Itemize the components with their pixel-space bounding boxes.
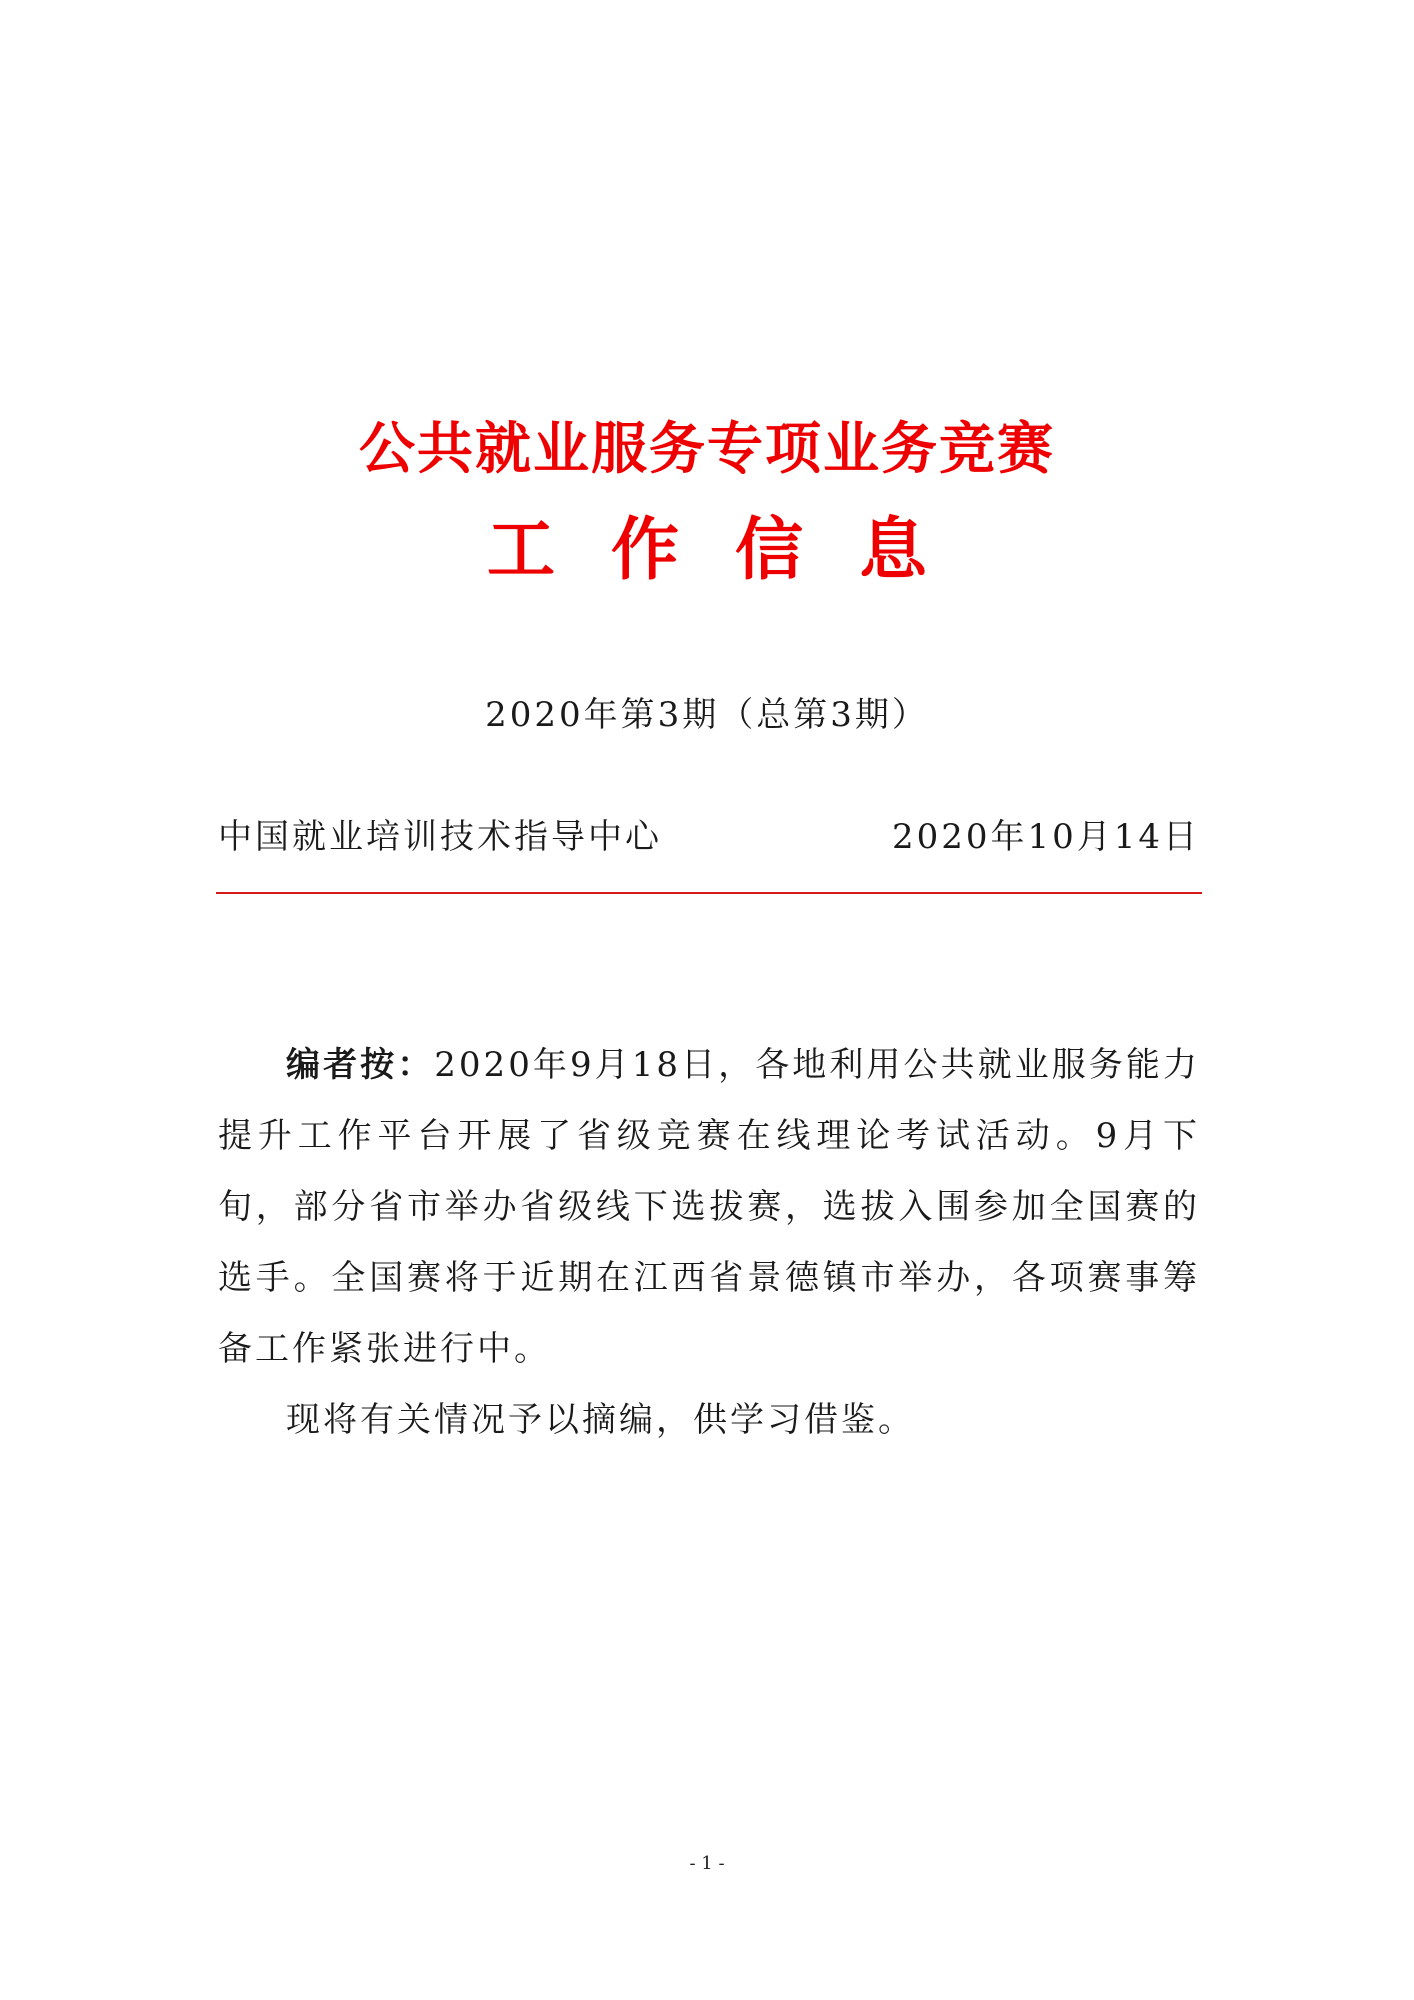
editor-note <box>218 1030 1200 1456</box>
bulletin-subtitle: 工作信息 <box>486 511 983 590</box>
publisher-row <box>218 812 1200 862</box>
page-number: - 1 - <box>689 1853 725 1874</box>
editor-note-text: 2020年9月18日，各地利用公共就业服务能力提升工作平台开展了省级竞赛在线理论考试活动。9月下旬，部分省市举办省级线下选拔赛，选拔入围参加全国赛的选手。全国赛将于近期在江西省景德镇市举办，各项赛事筹备工作紧张进行中。 <box>218 1045 1201 1369</box>
publish-date: 2020年10月14日 <box>891 817 1200 857</box>
publisher-name: 中国就业培训技术指导中心 <box>218 817 662 857</box>
issue-number: 2020年第3期（总第3期） <box>485 695 929 735</box>
editor-note-paragraph <box>218 1030 1200 1385</box>
editor-note-label: 编者按： <box>286 1045 435 1085</box>
header-divider <box>216 892 1202 894</box>
editor-note-closing: 现将有关情况予以摘编，供学习借鉴。 <box>286 1400 915 1440</box>
bulletin-title: 公共就业服务专项业务竞赛 <box>359 417 1055 482</box>
